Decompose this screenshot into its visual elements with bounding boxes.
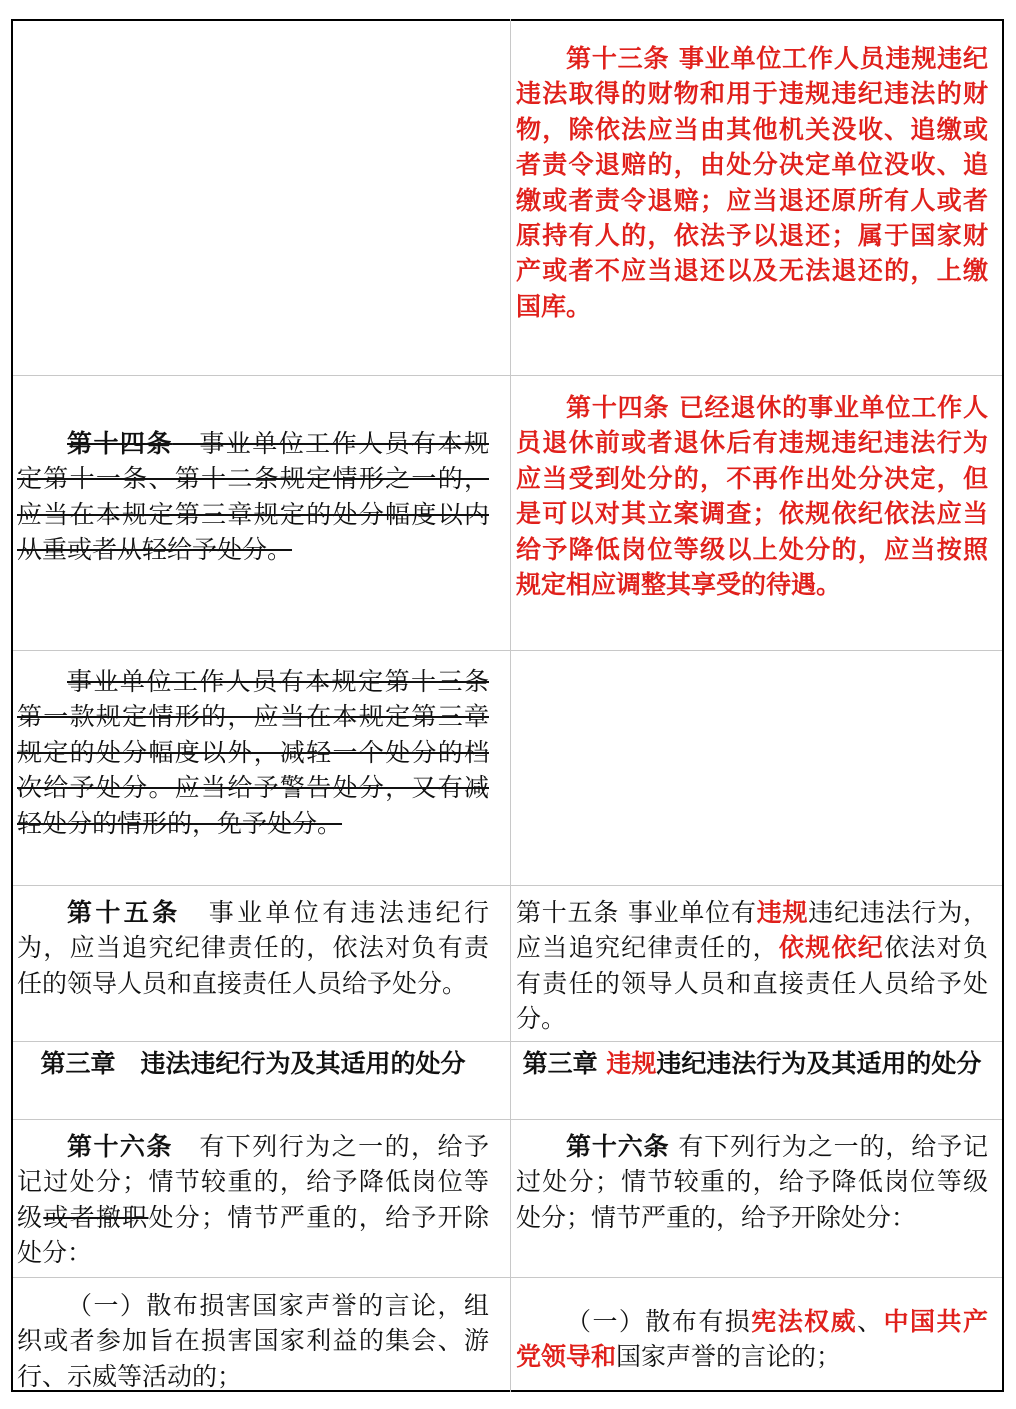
article-14-new <box>516 390 988 602</box>
article-16-old-text-2: 处分；情节严重的，给予开除处分： <box>17 1202 489 1268</box>
chapter-3-old-heading <box>17 1046 489 1081</box>
article-15-new-highlight-1: 违规 <box>756 898 809 927</box>
row-divider <box>13 650 1002 651</box>
chapter-3-new-heading-text-2: 违纪违法行为及其适用的处分 <box>656 1049 982 1078</box>
article-15-new-text-1: 第十五条 事业单位有 <box>516 898 757 927</box>
row-divider <box>13 1277 1002 1278</box>
article-14-new-text: 第十四条 已经退休的事业单位工作人员退休前或者退休后有违规违纪违法行为应当受到处分的，不再作出处分决定，但是可以对其立案调查；依规依纪依法应当给予降低岗位等级以上处分的，应当按照规定相应调整其享受的待遇。 <box>516 393 988 600</box>
article-16-item-1-old-text: （一）散布损害国家声誉的言论，组织或者参加旨在损害国家利益的集会、游行、示威等活动的； <box>17 1291 489 1391</box>
article-16-new <box>516 1129 988 1235</box>
column-divider <box>510 19 511 1392</box>
chapter-3-new-heading-highlight: 违规 <box>606 1049 657 1078</box>
row-divider <box>13 375 1002 376</box>
article-16-new-text: 有下列行为之一的，给予记过处分；情节较重的，给予降低岗位等级处分；情节严重的，给予开除处分： <box>516 1132 988 1232</box>
article-15-old <box>17 895 489 1001</box>
article-16-new-title: 第十六条 <box>566 1132 670 1161</box>
row-divider <box>13 885 1002 886</box>
article-14-old-para2-text: 事业单位工作人员有本规定第十三条第一款规定情形的，应当在本规定第三章规定的处分幅度以外，减轻一个处分的档次给予处分。应当给予警告处分，又有减轻处分的情形的，免予处分。 <box>17 667 489 838</box>
article-16-item-1-new-highlight-2: 中国共产党领导和 <box>516 1307 988 1372</box>
article-14-old-title: 第十四条 <box>67 429 173 458</box>
article-15-new-text-2: 违纪违法行为，应当追究纪律责任的， <box>516 898 988 963</box>
article-15-old-text: 事业单位有违法违纪行为，应当追究纪律责任的，依法对负有责任的领导人员和直接责任人员给予处分。 <box>17 898 489 998</box>
row-divider <box>13 1041 1002 1042</box>
article-13-new <box>516 41 988 324</box>
article-15-new-highlight-2: 依规依纪 <box>778 933 885 963</box>
article-16-item-1-new-text-3: 国家声誉的言论的； <box>616 1342 842 1372</box>
chapter-3-new-heading <box>516 1046 988 1081</box>
article-13-new-text: 第十三条 事业单位工作人员违规违纪违法取得的财物和用于违规违纪违法的财物，除依法应当由其他机关没收、追缴或者责令退赔的，由处分决定单位没收、追缴或者责令退赔；应当退还原所有人或者原持有人的，依法予以退还；属于国家财产或者不应当退还以及无法退还的，上缴国库。 <box>516 44 988 321</box>
article-16-item-1-old <box>17 1288 489 1394</box>
article-14-old <box>17 426 489 568</box>
chapter-3-old-heading-text: 第三章 违法违纪行为及其适用的处分 <box>40 1049 466 1078</box>
article-16-old-title: 第十六条 <box>67 1132 173 1161</box>
article-16-item-1-new <box>516 1304 988 1375</box>
article-15-new <box>516 895 988 1037</box>
article-16-old-text-1: 有下列行为之一的，给予记过处分；情节较重的，给予降低岗位等级 <box>17 1132 489 1232</box>
chapter-3-new-heading-text-1: 第三章 <box>522 1049 607 1078</box>
article-15-old-title: 第十五条 <box>67 898 181 927</box>
article-14-old-para2 <box>17 664 489 841</box>
article-16-old-deleted: 或者撤职 <box>43 1202 149 1232</box>
row-divider <box>13 1119 1002 1120</box>
article-15-new-text-3: 依法对负有责任的领导人员和直接责任人员给予处分。 <box>516 933 988 1034</box>
article-16-item-1-new-text-1: （一）散布有损 <box>566 1307 752 1336</box>
article-16-old <box>17 1129 489 1271</box>
article-16-item-1-new-text-2: 、 <box>857 1307 884 1336</box>
article-16-item-1-new-highlight-1: 宪法权威 <box>751 1307 858 1336</box>
article-14-old-text: 事业单位工作人员有本规定第十一条、第十二条规定情形之一的，应当在本规定第三章规定的处分幅度以内从重或者从轻给予处分。 <box>17 429 489 565</box>
